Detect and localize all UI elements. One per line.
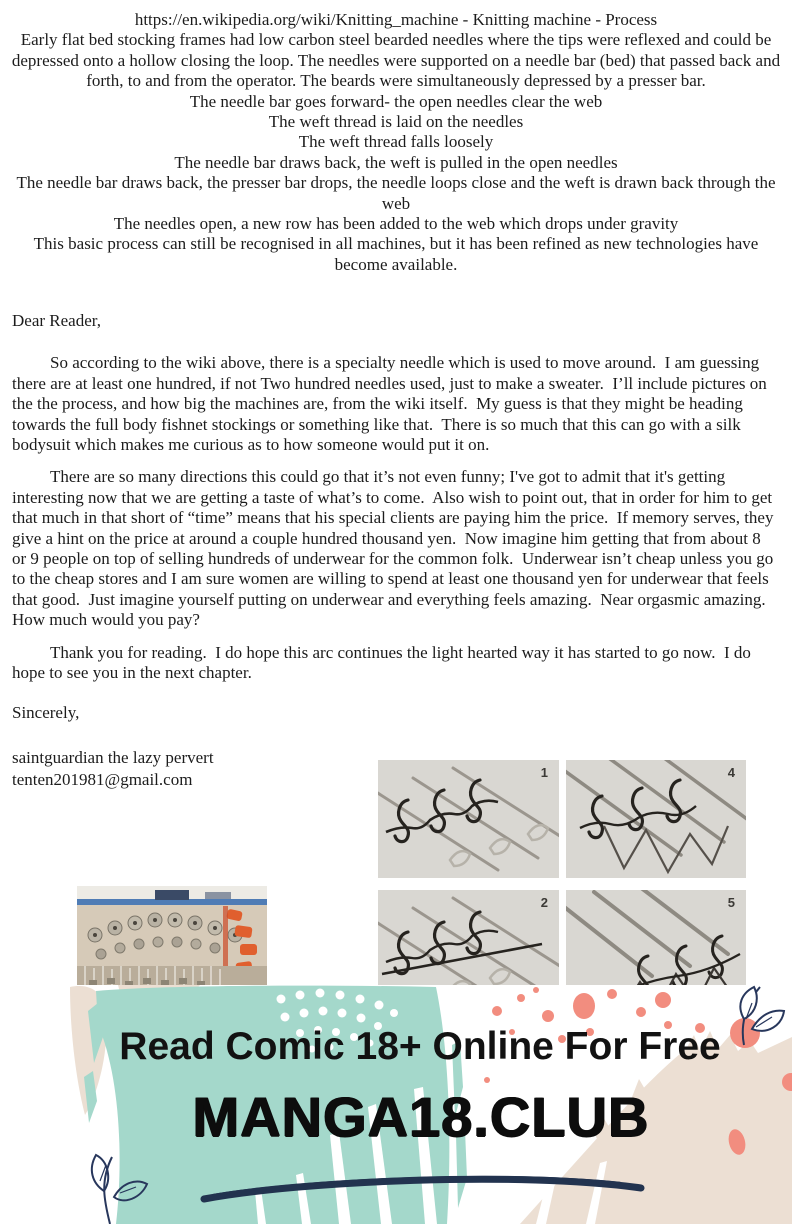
panel-number: 2 (540, 895, 548, 910)
needle-diagram-panel-4 (566, 760, 746, 878)
signature-name: saintguardian the lazy pervert (12, 747, 214, 767)
letter-paragraph: So according to the wiki above, there is a specialty needle which is used to move around. I am guessing there are at least one hundred, if not Two hundred needles used, just to make a sweater. I’ll include pictures on the the process, and how big the machines are, from the wiki itself. My guess is that they might be heading towards the full body fishnet stockings or something like that. There is so much that this can go with a silk bodysuit which makes me curious as to how someone would put it on. (12, 353, 772, 455)
needle-diagram-1-image (378, 760, 559, 878)
wiki-source-line: https://en.wikipedia.org/wiki/Knitting_machine - Knitting machine - Process (134, 10, 658, 29)
process-step: The needle bar draws back, the weft is pulled in the open needles (174, 152, 618, 172)
banner-site-name: MANGA18.CLUB (192, 1085, 650, 1148)
wiki-excerpt-paragraph: Early flat bed stocking frames had low carbon steel bearded needles where the tips were reflexed and could be depressed onto a hollow closing the loop. The needles were supported on a needle bar (bed) that passed back and forth, to and from the operator. The beards were simultaneously depressed by a presser bar. (11, 30, 785, 91)
process-step: The needle bar goes forward- the open needles clear the web (189, 91, 603, 111)
process-step: The weft thread falls loosely (298, 132, 494, 152)
process-step: The weft thread is laid on the needles (268, 111, 524, 131)
letter-paragraph: There are so many directions this could go that it’s not even funny; I've got to admit that it's getting interesting now that we are getting a taste of what’s to come. Also wish to point out, that in order for him to get that much in that short of “time” means that his special clients are paying him the price. If memory serves, they give a hint on the price at around a couple hundred thousand yen. Now imagine him getting that from about 8 or 9 people on top of selling hundreds of underwear for the common folk. Underwear isn’t cheap unless you go to the cheap stores and I am sure women are willing to spend at least one thousand yen for underwear that feels that good. Just imagine yourself putting on underwear and everything feels amazing. Near orgasmic amazing. How much would you pay? (12, 467, 778, 630)
letter-salutation: Dear Reader, (12, 311, 101, 331)
reader-letter (0, 311, 792, 790)
wiki-excerpt-block (10, 0, 785, 275)
signature-email: tenten201981@gmail.com (12, 770, 193, 790)
promo-banner (0, 985, 792, 1224)
panel-number: 4 (727, 765, 735, 780)
process-step: The needles open, a new row has been added to the web which drops under gravity (113, 213, 679, 233)
panel-number: 5 (727, 895, 735, 910)
letter-closing: Sincerely, (12, 703, 80, 723)
needle-diagram-4-image (566, 760, 746, 878)
process-step: The needle bar draws back, the presser bar drops, the needle loops close and the weft is drawn back through the web (16, 173, 780, 213)
process-summary: This basic process can still be recognised in all machines, but it has been refined as new technologies have become available. (33, 234, 763, 274)
panel-number: 1 (540, 765, 548, 780)
letter-paragraph: Thank you for reading. I do hope this arc continues the light hearted way it has started to go now. I do hope to see you in the next chapter. (12, 642, 756, 682)
needle-diagram-panel-1 (378, 760, 559, 878)
banner-tagline: Read Comic 18+ Online For Free (119, 1025, 721, 1068)
